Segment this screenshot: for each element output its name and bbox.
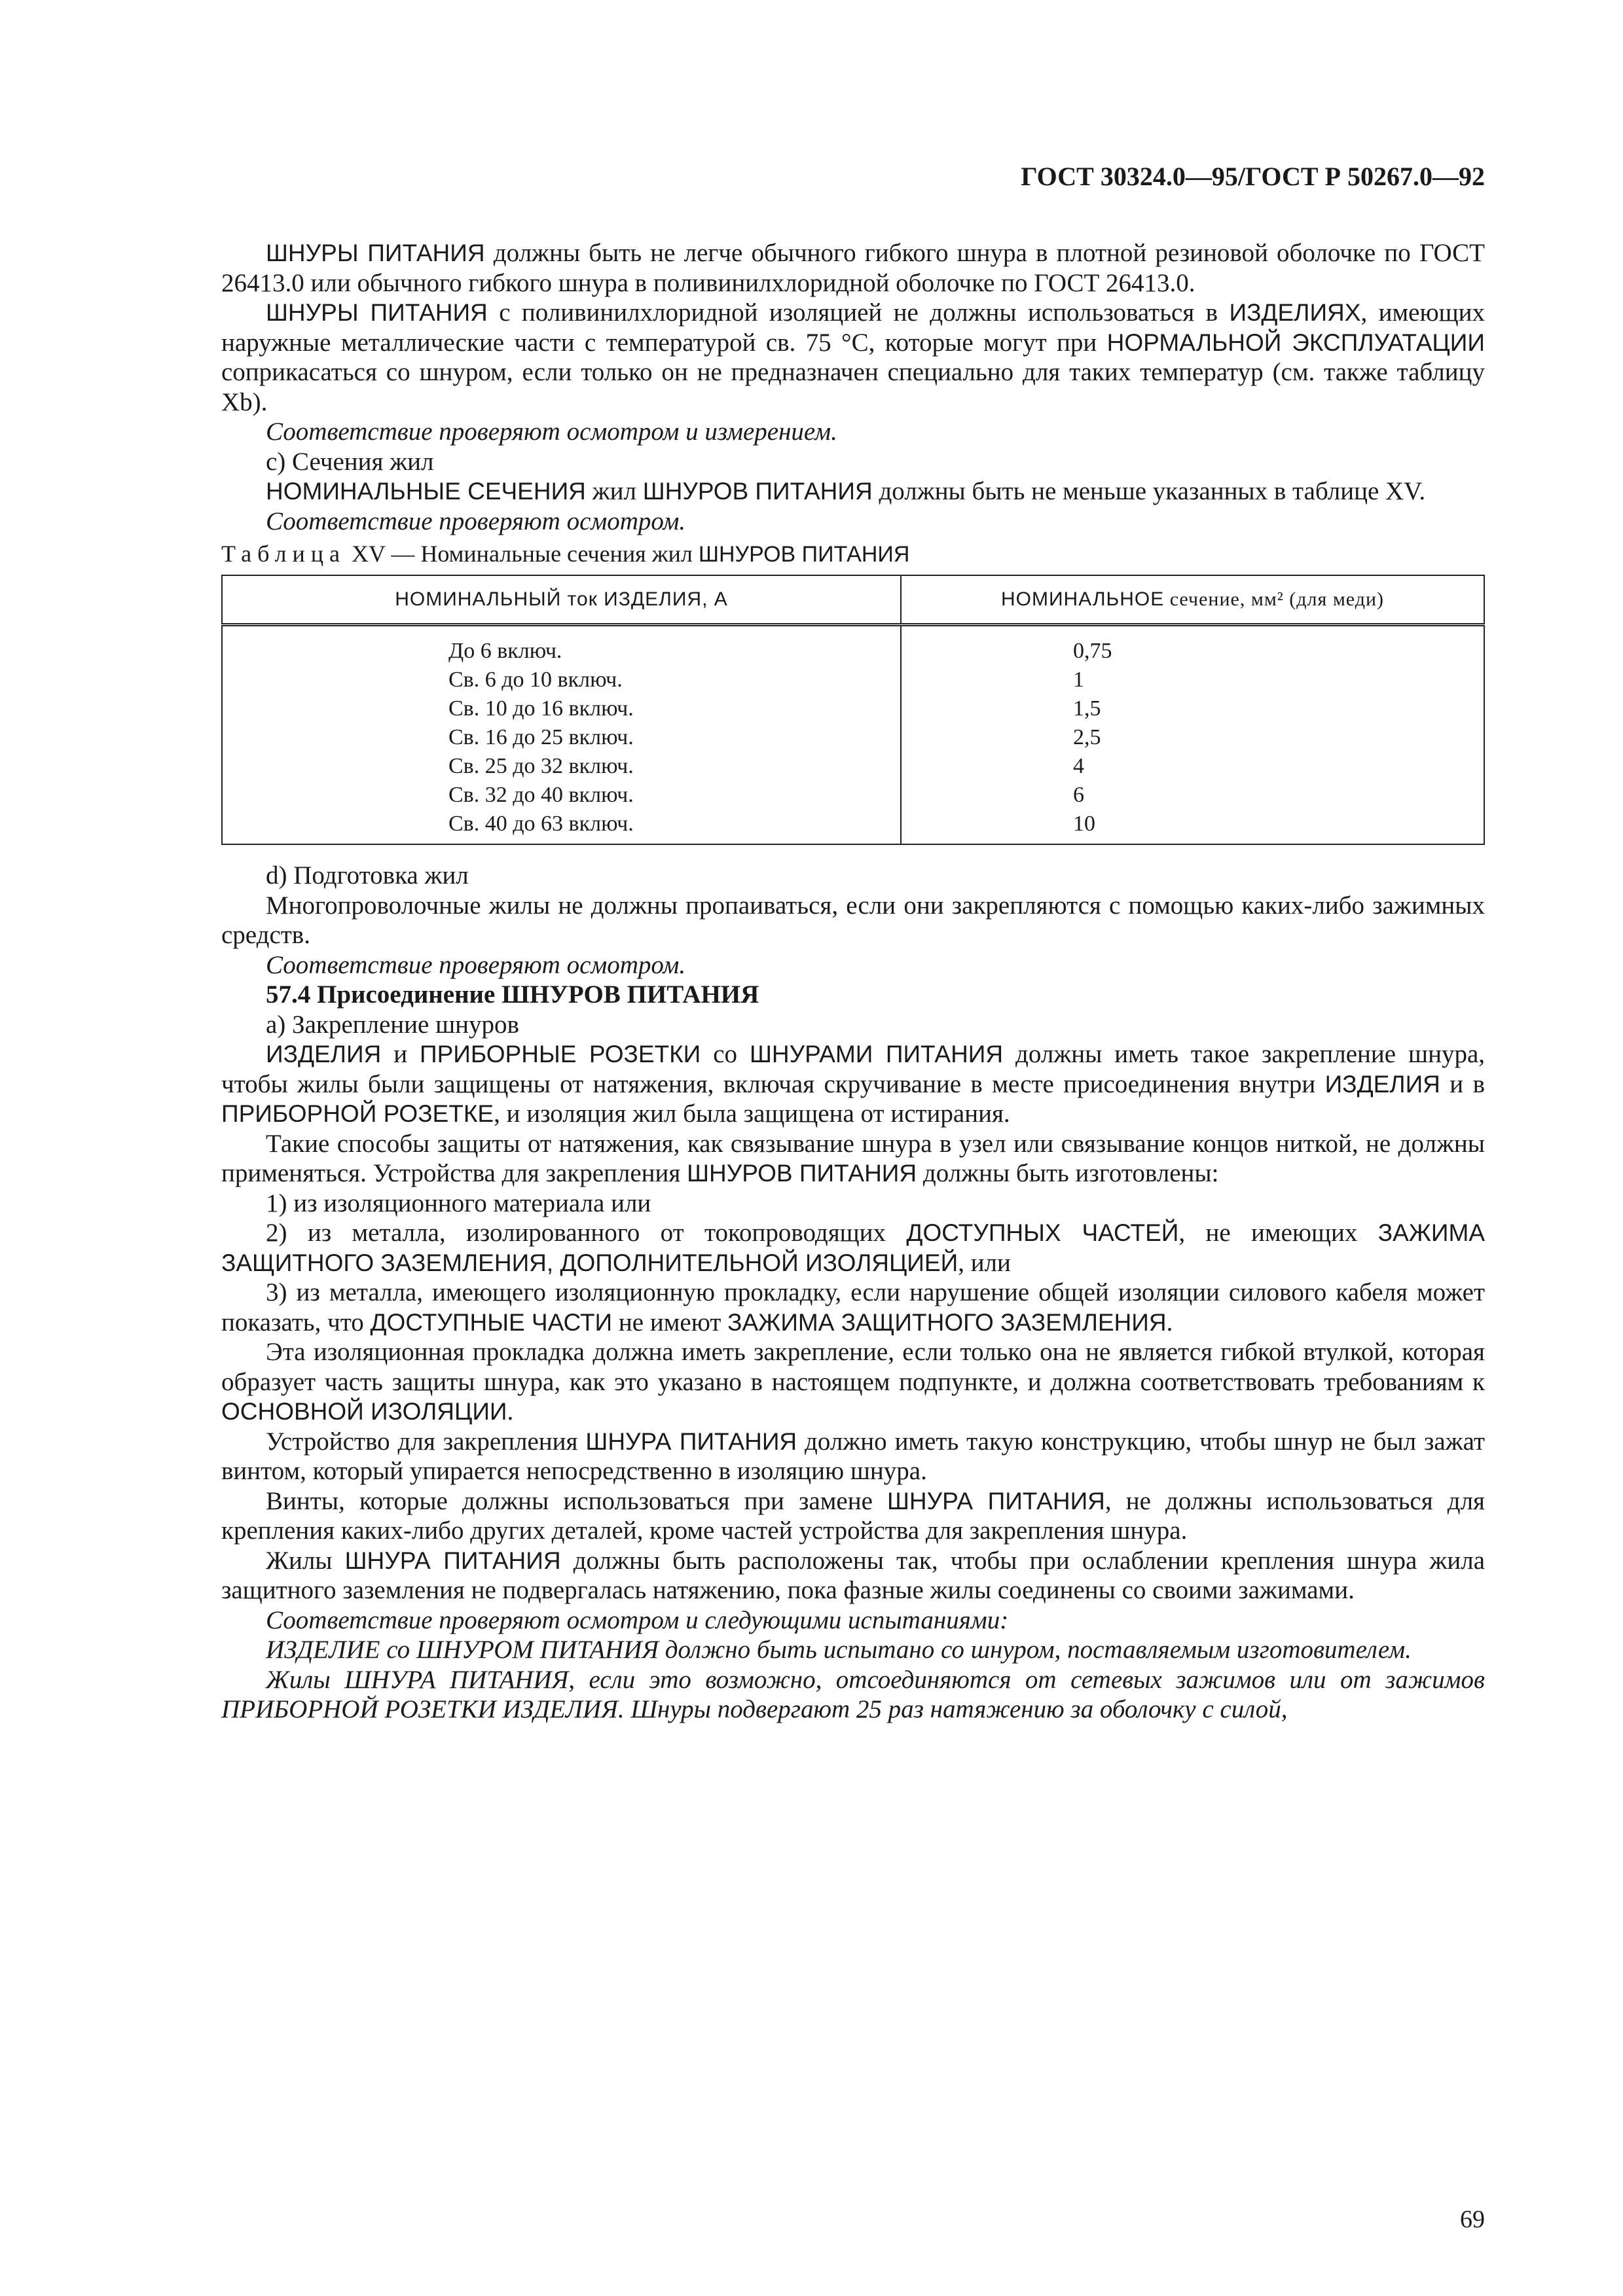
paragraph-screws: Винты, которые должны использоваться при замене ШНУРА ПИТАНИЯ, не должны использоваться для крепления каких-либо других деталей, кроме частей устройства для закрепления шнура.	[221, 1486, 1485, 1545]
list-item-2: 2) из металла, изолированного от токопроводящих ДОСТУПНЫХ ЧАСТЕЙ, не имеющих ЗАЖИМА ЗАЩИТНОГО ЗАЗЕМЛЕНИЯ, ДОПОЛНИТЕЛЬНОЙ ИЗОЛЯЦИЕЙ, или	[221, 1219, 1486, 1277]
compliance-note-1: Соответствие проверяют осмотром и измерением.	[266, 418, 837, 446]
current-cell: Св. 16 до 25 включ.	[448, 725, 634, 749]
column-header-current: НОМИНАЛЬНЫЙ ток ИЗДЕЛИЯ, А	[222, 575, 901, 625]
section-cell: 0,75	[1073, 639, 1112, 663]
standard-header: ГОСТ 30324.0—95/ГОСТ Р 50267.0—92	[1021, 162, 1485, 191]
current-cell: Св. 32 до 40 включ.	[448, 783, 634, 807]
table-body-row	[222, 625, 1484, 845]
paragraph-pvc-insulation: ШНУРЫ ПИТАНИЯ с поливинилхлоридной изоляцией не должны использоваться в ИЗДЕЛИЯХ, имеющих наружные металлические части с температурой св. 75 °С, которые могут при НОРМАЛЬНОЙ ЭКСПЛУАТАЦИИ соприкасаться со шнуром, если только он не предназначен специально для таких температур (см. также таблицу Xb).	[221, 298, 1485, 416]
section-cell: 1,5	[1073, 696, 1101, 721]
body-text	[221, 238, 1485, 1725]
section-heading-57-4: 57.4 Присоединение ШНУРОВ ПИТАНИЯ	[266, 980, 759, 1009]
current-cell: Св. 40 до 63 включ.	[448, 812, 634, 836]
paragraph-insulating-lining: Эта изоляционная прокладка должна иметь закрепление, если только она не является гибкой втулкой, которая образует часть защиты шнура, как это указано в настоящем подпункте, и должна соответствовать требованиям к ОСНОВНОЙ ИЗОЛЯЦИИ.	[221, 1338, 1485, 1426]
section-cell: 2,5	[1073, 725, 1101, 749]
compliance-note-3: Соответствие проверяют осмотром.	[266, 950, 686, 979]
current-cell: Св. 6 до 10 включ.	[448, 668, 623, 692]
current-column	[222, 625, 901, 845]
table-title: Таблица XV — Номинальные сечения жил ШНУРОВ ПИТАНИЯ	[221, 541, 910, 567]
compliance-note-2: Соответствие проверяют осмотром.	[266, 507, 686, 535]
section-column	[901, 625, 1484, 845]
list-item-1: 1) из изоляционного материала или	[266, 1189, 651, 1217]
paragraph-pull-test: Жилы ШНУРА ПИТАНИЯ, если это возможно, отсоединяются от сетевых зажимов или от зажимов ПРИБОРНОЙ РОЗЕТКИ ИЗДЕЛИЯ. Шнуры подвергают 25 раз натяжению за оболочку с силой,	[221, 1665, 1485, 1723]
list-item-3: 3) из металла, имеющего изоляционную прокладку, если нарушение общей изоляции силового кабеля может показать, что ДОСТУПНЫЕ ЧАСТИ не имеют ЗАЖИМА ЗАЩИТНОГО ЗАЗЕМЛЕНИЯ.	[221, 1278, 1485, 1336]
section-cell: 6	[1073, 783, 1084, 807]
paragraph-nominal-sections: НОМИНАЛЬНЫЕ СЕЧЕНИЯ жил ШНУРОВ ПИТАНИЯ должны быть не меньше указанных в таблице XV.	[266, 477, 1426, 505]
section-cell: 1	[1073, 668, 1084, 692]
paragraph-anchorage-design: Устройство для закрепления ШНУРА ПИТАНИЯ должно иметь такую конструкцию, чтобы шнур не был зажат винтом, который упирается непосредственно в изоляцию шнура.	[221, 1427, 1485, 1485]
subheading-a: а) Закрепление шнуров	[266, 1010, 519, 1039]
table-xv	[221, 575, 1485, 845]
current-cell: До 6 включ.	[448, 639, 562, 663]
table-header-row	[222, 575, 1484, 625]
document-page	[221, 164, 1485, 2232]
paragraph-protection-methods: Такие способы защиты от натяжения, как связывание шнура в узел или связывание концов ниткой, не должны применяться. Устройства для закрепления ШНУРОВ ПИТАНИЯ должны быть изготовлены:	[221, 1129, 1485, 1187]
subheading-c: с) Сечения жил	[266, 447, 434, 476]
current-cell: Св. 10 до 16 включ.	[448, 696, 634, 721]
current-cell: Св. 25 до 32 включ.	[448, 754, 634, 778]
compliance-note-4: Соответствие проверяют осмотром и следующими испытаниями:	[266, 1605, 1009, 1634]
section-cell: 4	[1073, 754, 1084, 778]
paragraph-test-cord: ИЗДЕЛИЕ со ШНУРОМ ПИТАНИЯ должно быть испытано со шнуром, поставляемым изготовителем.	[266, 1636, 1412, 1664]
column-header-section: НОМИНАЛЬНОЕ сечение, мм² (для меди)	[901, 575, 1484, 625]
paragraph-cord-anchorage: ИЗДЕЛИЯ и ПРИБОРНЫЕ РОЗЕТКИ со ШНУРАМИ ПИТАНИЯ должны иметь такое закрепление шнура, чтобы жилы были защищены от натяжения, включая скручивание в месте присоединения внутри ИЗДЕЛИЯ и в ПРИБОРНОЙ РОЗЕТКЕ, и изоляция жил была защищена от истирания.	[221, 1040, 1486, 1128]
section-cell: 10	[1073, 812, 1095, 836]
paragraph-stranded-wires: Многопроволочные жилы не должны пропаиваться, если они закрепляются с помощью каких-либо зажимных средств.	[221, 891, 1485, 949]
paragraph-cord-requirements: ШНУРЫ ПИТАНИЯ должны быть не легче обычного гибкого шнура в плотной резиновой оболочке по ГОСТ 26413.0 или обычного гибкого шнура в поливинилхлоридной оболочке по ГОСТ 26413.0.	[221, 239, 1486, 297]
subheading-d: d) Подготовка жил	[266, 861, 469, 889]
paragraph-earth-conductor: Жилы ШНУРА ПИТАНИЯ должны быть расположены так, чтобы при ослаблении крепления шнура жила защитного заземления не подвергалась натяжению, пока фазные жилы соединены со своими зажимами.	[221, 1546, 1486, 1604]
page-number: 69	[1460, 2206, 1485, 2233]
